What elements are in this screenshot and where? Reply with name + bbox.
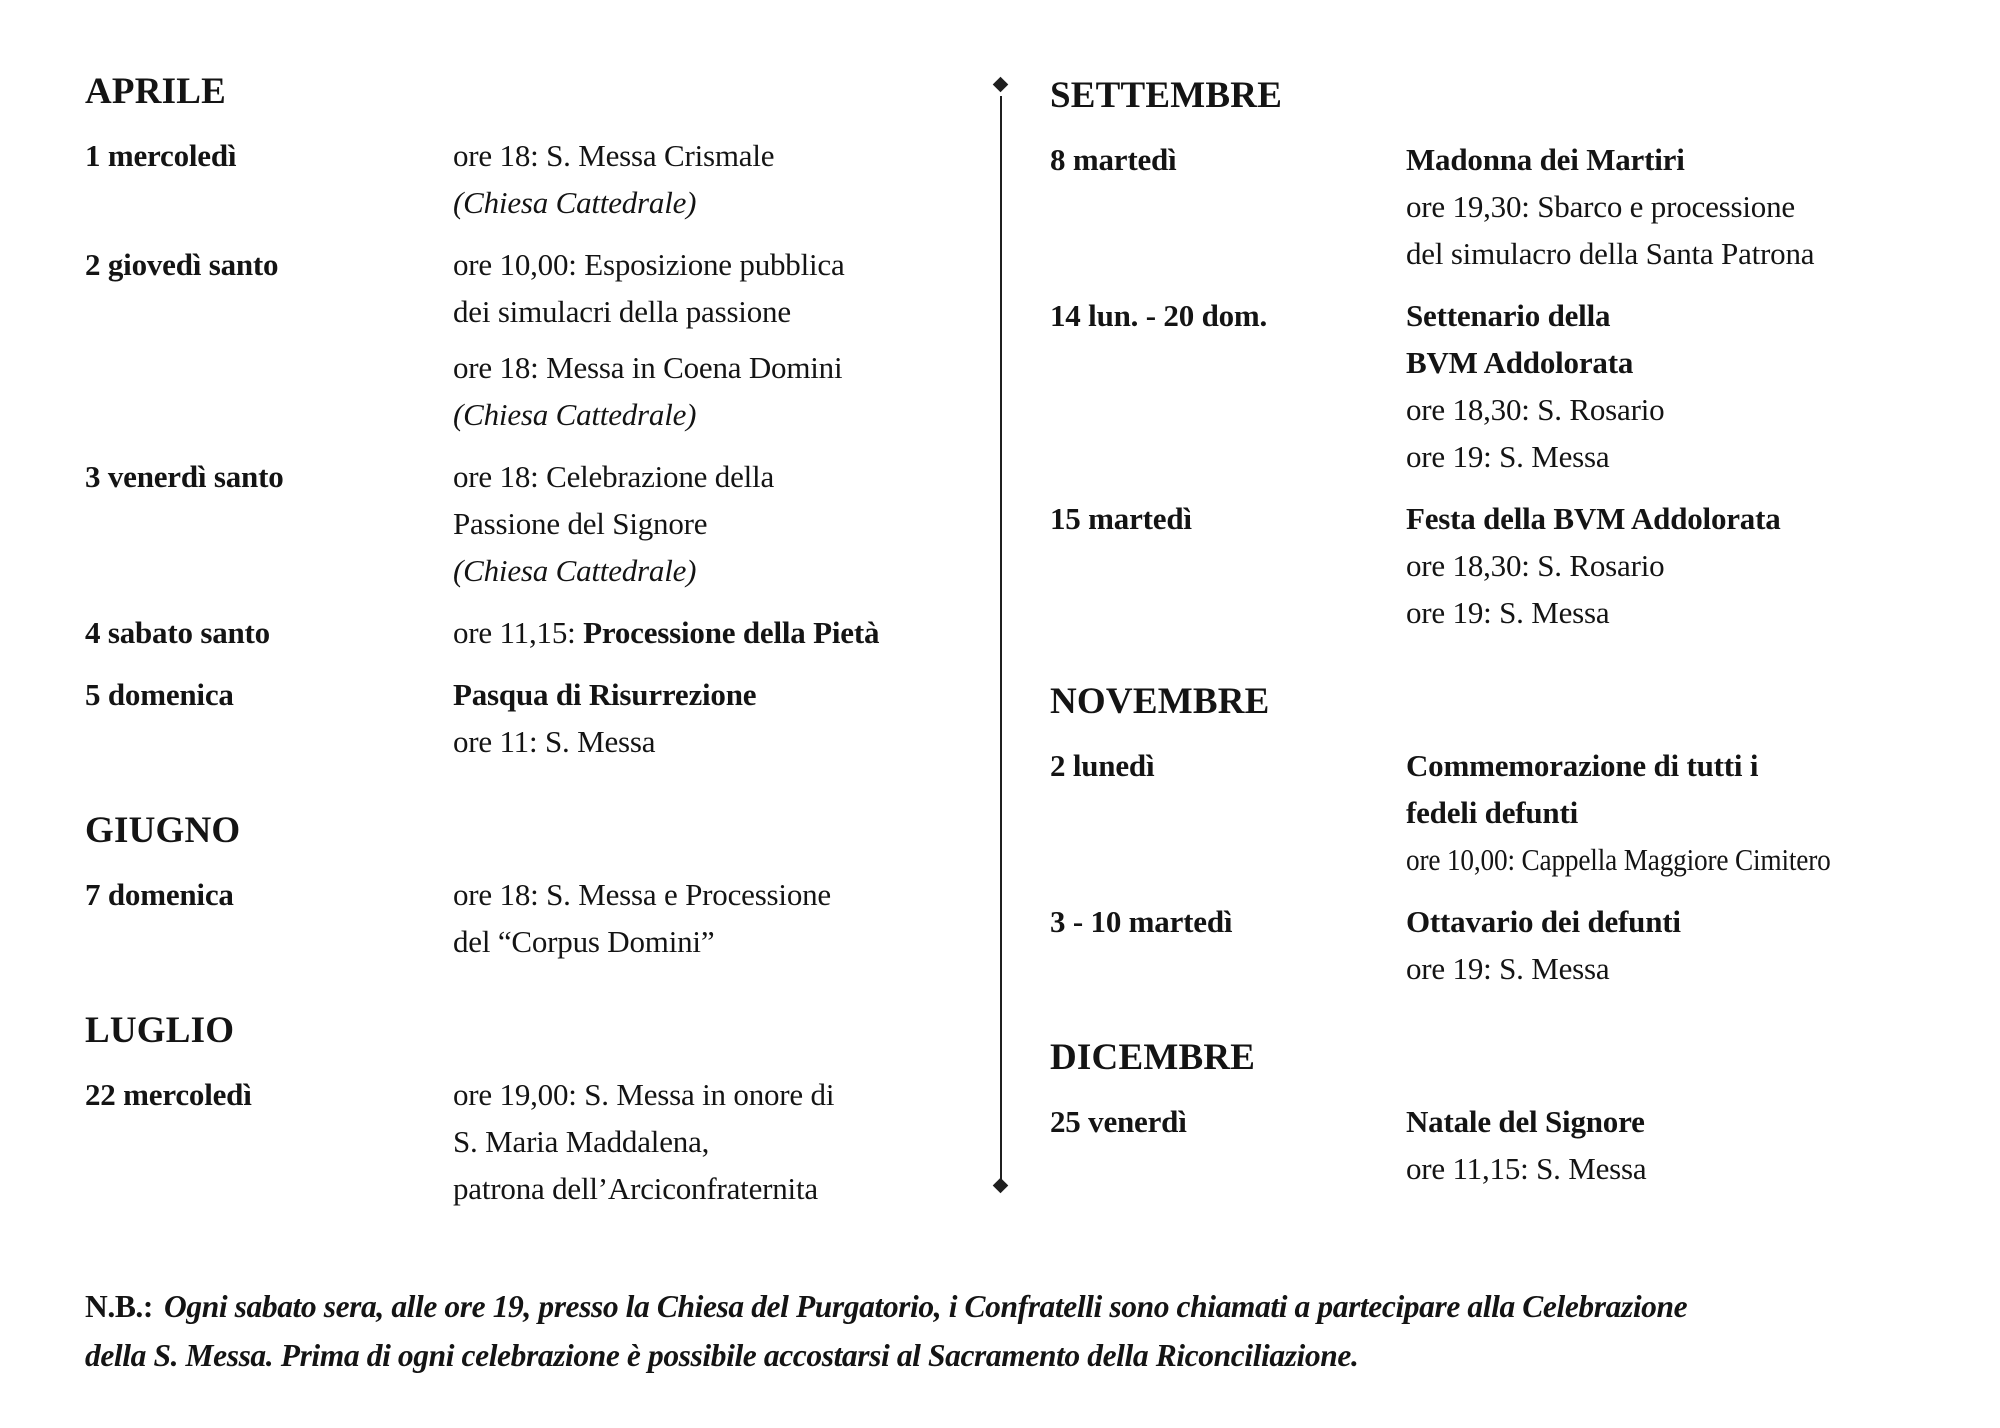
event-line — [1406, 589, 1942, 636]
event-row — [85, 132, 967, 226]
event-line — [1406, 495, 1942, 542]
event-row — [1050, 1098, 1942, 1192]
event-block — [453, 453, 967, 594]
month-header: GIUGNO — [85, 810, 241, 851]
event-line — [453, 344, 967, 391]
text-segment: ore 11,15: — [453, 615, 584, 650]
event-row — [85, 241, 967, 438]
text-segment: patrona dell’Arciconfraternita — [453, 1171, 818, 1206]
text-segment: ore 10,00: Cappella Maggiore Cimitero — [1406, 842, 1831, 877]
event-block — [1406, 136, 1942, 277]
text-segment: del simulacro della Santa Patrona — [1406, 236, 1815, 271]
event-description — [453, 871, 967, 965]
event-description — [453, 132, 967, 226]
event-line — [1406, 433, 1942, 480]
event-block — [1406, 898, 1942, 992]
footnote-text-1: Ogni sabato sera, alle ore 19, presso la Chiesa del Purgatorio, i Confratelli sono chiamati a partecipare alla Celebrazione — [164, 1289, 1688, 1324]
month-header: LUGLIO — [85, 1010, 235, 1051]
event-line — [1406, 230, 1942, 277]
event-block — [453, 241, 967, 335]
text-segment: fedeli defunti — [1406, 795, 1578, 830]
text-segment: ore 18,30: S. Rosario — [1406, 548, 1665, 583]
event-line — [1406, 386, 1942, 433]
text-segment: Natale del Signore — [1406, 1104, 1645, 1139]
footnote-prefix: N.B.: — [85, 1289, 153, 1324]
text-segment: ore 18: Celebrazione della — [453, 459, 775, 494]
event-line — [453, 1071, 967, 1118]
event-description — [453, 453, 967, 594]
event-day: 8 martedì — [1050, 142, 1177, 177]
text-segment: ore 19: S. Messa — [1406, 951, 1610, 986]
column-right — [1050, 74, 1942, 1207]
event-line — [1406, 1098, 1942, 1145]
event-day: 15 martedì — [1050, 501, 1192, 536]
event-day: 3 - 10 martedì — [1050, 904, 1233, 939]
month-header: APRILE — [85, 71, 226, 112]
text-segment: Pasqua di Risurrezione — [453, 677, 757, 712]
event-line — [453, 391, 967, 438]
event-line — [453, 288, 967, 335]
event-line — [453, 547, 967, 594]
text-segment: ore 19: S. Messa — [1406, 595, 1610, 630]
event-block — [453, 671, 967, 765]
text-segment: dei simulacri della passione — [453, 294, 791, 329]
month-header: SETTEMBRE — [1050, 75, 1283, 116]
text-segment: ore 19: S. Messa — [1406, 439, 1610, 474]
event-block — [1406, 742, 1942, 883]
event-line — [1406, 898, 1942, 945]
event-description — [1406, 495, 1942, 636]
event-day: 2 giovedì santo — [85, 247, 279, 282]
event-line — [1406, 742, 1942, 789]
event-line — [453, 718, 967, 765]
event-description — [1406, 742, 1942, 883]
event-block — [453, 1071, 967, 1212]
event-row — [85, 609, 967, 656]
event-row — [1050, 495, 1942, 636]
event-block — [1406, 292, 1942, 480]
text-segment: (Chiesa Cattedrale) — [453, 397, 697, 432]
event-line — [453, 1118, 967, 1165]
event-line — [1406, 945, 1942, 992]
event-row — [1050, 742, 1942, 883]
event-day: 25 venerdì — [1050, 1104, 1187, 1139]
text-segment: S. Maria Maddalena, — [453, 1124, 710, 1159]
text-segment: ore 10,00: Esposizione pubblica — [453, 247, 845, 282]
text-segment: ore 19,00: S. Messa in onore di — [453, 1077, 835, 1112]
event-line — [453, 500, 967, 547]
text-segment: Processione della Pietà — [583, 615, 880, 650]
text-segment: Ottavario dei defunti — [1406, 904, 1681, 939]
event-block — [1406, 495, 1942, 636]
event-day: 3 venerdì santo — [85, 459, 284, 494]
event-line — [1406, 542, 1942, 589]
text-segment: Festa della BVM Addolorata — [1406, 501, 1781, 536]
text-segment: ore 18: S. Messa e Processione — [453, 877, 831, 912]
event-row — [1050, 898, 1942, 992]
event-description — [1406, 136, 1942, 277]
event-block — [453, 871, 967, 965]
event-day: 1 mercoledì — [85, 138, 237, 173]
event-line — [453, 453, 967, 500]
event-day: 7 domenica — [85, 877, 234, 912]
event-line — [453, 132, 967, 179]
text-segment: BVM Addolorata — [1406, 345, 1634, 380]
text-segment: Passione del Signore — [453, 506, 708, 541]
text-segment: (Chiesa Cattedrale) — [453, 553, 697, 588]
event-description — [453, 1071, 967, 1212]
text-segment: ore 19,30: Sbarco e processione — [1406, 189, 1795, 224]
footnote-line-2: della S. Messa. Prima di ogni celebrazione è possibile accostarsi al Sacramento della Riconciliazione. — [85, 1338, 1359, 1373]
event-line — [1406, 789, 1942, 836]
event-line — [453, 918, 967, 965]
text-segment: ore 18,30: S. Rosario — [1406, 392, 1665, 427]
event-line — [453, 871, 967, 918]
event-day: 4 sabato santo — [85, 615, 270, 650]
divider-diamond-top-icon — [993, 77, 1009, 93]
event-line — [1406, 183, 1942, 230]
text-segment: ore 18: S. Messa Crismale — [453, 138, 775, 173]
event-description — [1406, 898, 1942, 992]
event-line — [453, 1165, 967, 1212]
event-row — [85, 453, 967, 594]
text-segment: (Chiesa Cattedrale) — [453, 185, 697, 220]
text-segment: ore 11,15: S. Messa — [1406, 1151, 1647, 1186]
event-block — [453, 132, 967, 226]
event-row — [85, 871, 967, 965]
divider-diamond-bottom-icon — [993, 1178, 1009, 1194]
event-line — [453, 671, 967, 718]
event-description — [453, 241, 967, 438]
event-block — [453, 344, 967, 438]
month-header: DICEMBRE — [1050, 1037, 1256, 1078]
event-day: 14 lun. - 20 dom. — [1050, 298, 1268, 333]
month-header: NOVEMBRE — [1050, 681, 1270, 722]
event-day: 2 lunedì — [1050, 748, 1155, 783]
text-segment: del “Corpus Domini” — [453, 924, 715, 959]
column-divider-line — [1000, 96, 1002, 1180]
column-left — [85, 70, 967, 1227]
event-description — [1406, 1098, 1942, 1192]
event-description — [453, 671, 967, 765]
event-line — [1406, 836, 1942, 883]
event-row — [1050, 292, 1942, 480]
event-row — [85, 671, 967, 765]
event-day: 22 mercoledì — [85, 1077, 252, 1112]
event-row — [85, 1071, 967, 1212]
event-line — [453, 609, 967, 656]
event-block — [453, 609, 967, 656]
event-block — [1406, 1098, 1942, 1192]
event-description — [453, 609, 967, 656]
text-segment: Commemorazione di tutti i — [1406, 748, 1759, 783]
event-line — [453, 241, 967, 288]
text-segment: Madonna dei Martiri — [1406, 142, 1685, 177]
text-segment: ore 18: Messa in Coena Domini — [453, 350, 843, 385]
footnote — [85, 1282, 1957, 1380]
text-segment: Settenario della — [1406, 298, 1611, 333]
event-line — [1406, 136, 1942, 183]
event-line — [453, 179, 967, 226]
event-description — [1406, 292, 1942, 480]
event-day: 5 domenica — [85, 677, 234, 712]
event-line — [1406, 339, 1942, 386]
footnote-line-1 — [85, 1282, 1957, 1331]
event-line — [1406, 1145, 1942, 1192]
event-line — [1406, 292, 1942, 339]
event-row — [1050, 136, 1942, 277]
text-segment: ore 11: S. Messa — [453, 724, 656, 759]
